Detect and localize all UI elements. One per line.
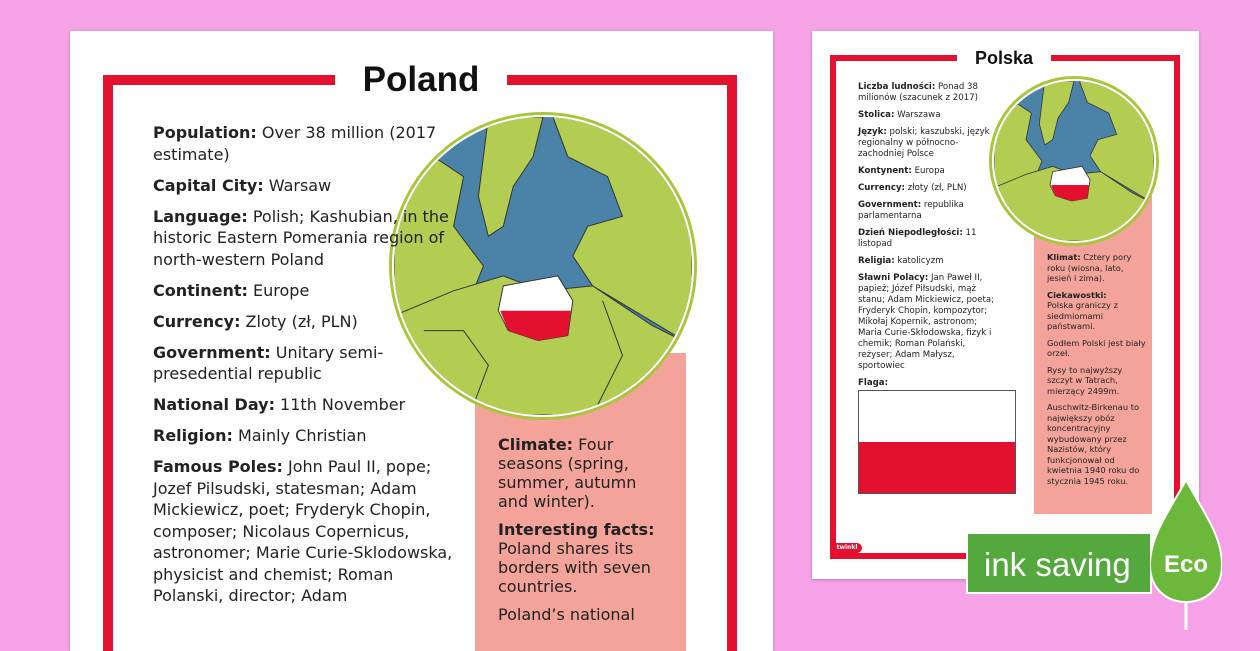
fact-national-day: National Day: 11th November [153,395,406,414]
fact-religion: Religia: katolicyzm [858,256,944,266]
fact-currency: Currency: złoty (zł, PLN) [858,183,967,193]
fact-government: Government: Unitary semi-presedential republic [153,342,384,383]
twinkl-logo: twinkl [832,543,862,553]
poland-flag-on-map [1050,166,1090,201]
polish-fact-sheet [812,31,1199,579]
page-title: Poland [362,60,480,99]
climate-text: Klimat: Cztery pory roku (wiosna, lato, jesień i zima). [1047,252,1132,283]
facts-list [858,82,998,395]
fact-famous-poles: Famous Poles: John Paul II, pope; Jozef Pilsudski, statesman; Adam Mickiewicz, poet; Fryderyk Chopin, composer; Nicolaus Copernicus, astronomer; Marie Curie-Sklodowska, physicist and chemist; Roman Polanski, director; Adam [153,457,453,605]
fact-religion: Religion: Mainly Christian [153,426,367,445]
fact-national-day: Dzień Niepodległości: 11 listopad [858,228,977,249]
europe-map-icon [992,79,1156,243]
page-title: Polska [974,48,1034,68]
fact-language: Język: polski; kaszubski, język regionalny w północno-zachodniej Polsce [858,127,990,159]
fact-flag: Flaga: [858,378,889,388]
ink-saving-badge: ink saving [966,532,1152,594]
fact-eagle: Godłem Polski jest biały orzeł. [1047,337,1146,358]
eco-leaf-icon [1150,480,1222,630]
fact-language: Language: Polish; Kashubian, in the historic Eastern Pomerania region of north-western Poland [153,206,449,269]
fact-population: Liczba ludności: Ponad 38 milionów (szacunek z 2017) [858,82,978,103]
climate-text: Climate: Four seasons (spring, summer, autumn and winter). [498,435,637,511]
fact-continent: Continent: Europe [153,280,310,300]
fact-capital: Capital City: Warsaw [153,175,332,195]
national-fact: Poland’s national [498,605,635,624]
side-panel [498,435,670,633]
poland-flag-on-map [498,276,573,341]
interesting-facts: Interesting facts: Poland shares its borders with seven countries. [498,520,655,596]
side-panel [1047,252,1147,492]
fact-currency: Currency: Zloty (zł, PLN) [153,311,358,331]
fact-auschwitz: Auschwitz-Birkenau to największy obóz koncentracyjny wybudowany przez Nazistów, który funkcjonował od kwietnia 1940 roku do stycznia 1945 roku. [1047,402,1140,486]
interesting-facts: Ciekawostki: Polska graniczy z siedmiomami państwami. [1047,289,1118,331]
fact-famous-poles: Sławni Polacy: Jan Paweł II, papież; Józef Piłsudski, mąż stanu; Adam Mickiewicz, poeta; Fryderyk Chopin, kompozytor; Mikołaj Kopernik, astronom; Maria Curie-Skłodowska, fizyk i chemik; Roman Polański, reżyser; Adam Małysz, sportowiec [858,273,995,371]
facts-list [153,122,453,616]
english-fact-sheet [70,31,773,651]
fact-government: Government: republika parlamentarna [858,200,964,221]
fact-population: Population: Over 38 million (2017 estimate) [153,123,437,164]
eco-label: Eco [1163,551,1209,578]
fact-continent: Kontynent: Europa [858,166,945,176]
fact-capital: Stolica: Warszawa [858,110,941,120]
polish-flag [858,390,1016,494]
fact-rysy: Rysy to najwyższy szczyt w Tatrach, mierzący 2499m. [1047,364,1123,396]
